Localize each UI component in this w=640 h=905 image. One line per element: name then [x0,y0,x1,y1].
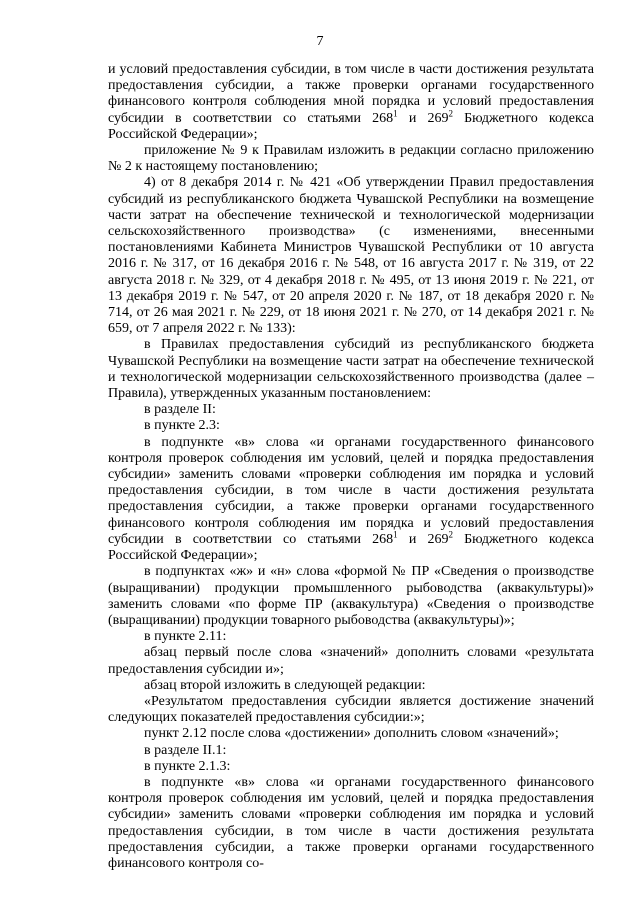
document-body [108,62,594,872]
paragraph: в пункте 2.3: [144,418,220,434]
paragraph: абзац первый после слова «значений» дополнить словами «результата предоставления субсидии и»; [108,645,594,677]
paragraph: приложение № 9 к Правилам изложить в редакции согласно приложению № 2 к настоящему постановлению; [108,143,594,175]
paragraph: в пункте 2.11: [144,629,227,645]
paragraph: «Результатом предоставления субсидии является достижение значений следующих показателей предоставления субсидии:»; [108,693,594,726]
superscript: 1 [393,529,398,540]
paragraph: в Правилах предоставления субсидий из республиканского бюджета Чувашской Республики на возмещение части затрат на обеспечение технической и технологической модернизации сельскохозяйственного производства (далее – Правила), утвержденных указанным постановлением: [108,337,594,402]
page-number: 7 [316,34,324,49]
paragraph: 4) от 8 декабря 2014 г. № 421 «Об утверждении Правил предоставления субсидий из республиканского бюджета Чувашской Республики на возмещение части затрат на обеспечение технической и технологической модернизации сельскохозяйственного производства» (с изменениями, внесенными постановлениями Кабинета Министров Чувашской Республики от 10 августа 2016 г. № 317, от 16 декабря 2016 г. № 548, от 16 августа 2017 г. № 319, от 22 августа 2018 г. № 329, от 4 декабря 2018 г. № 495, от 13 июня 2019 г. № 221, от 13 декабря 2019 г. № 547, от 20 апреля 2020 г. № 187, от 18 декабря 2020 г. № 714, от 26 мая 2021 г. № 229, от 18 июня 2021 г. № 270, от 14 декабря 2021 г. № 659, от 7 апреля 2022 г. № 133): [108,175,594,337]
superscript: 2 [448,107,453,118]
paragraph: в пункте 2.1.3: [144,758,231,774]
paragraph: в подпункте «в» слова «и органами государственного финансового контроля проверок соблюдения им условий, целей и порядка предоставления субсидии» заменить словами «проверки соблюдения им порядка и условий предоставления субсидии, в том числе в части достижения результата предоставления субсидии, а также проверки органами государственного финансового контроля соблюдения им порядка и условий предоставления субсидии в соответствии со статьями $268^1$ и $269^2$ Бюджетного кодекса Российской Федерации»; [108,434,594,564]
paragraph: и условий предоставления субсидии, в том числе в части достижения результата предоставления субсидии, а также проверки органами государственного финансового контроля соблюдения мной порядка и условий предоставления субсидии в соответствии со статьями $268^1$ и $269^2$ Бюджетного кодекса Российской Федерации»; [108,62,594,142]
paragraph: абзац второй изложить в следующей редакции: [144,677,426,693]
superscript: 2 [448,529,453,540]
superscript: 1 [393,107,398,118]
paragraph: пункт 2.12 после слова «достижении» дополнить словом «значений»; [144,726,559,742]
paragraph: в разделе II.1: [144,742,227,758]
paragraph: в подпунктах «ж» и «н» слова «формой № ПР «Сведения о производстве (выращивании) продукции промышленного рыбоводства (аквакультуры)» заменить словами «по форме ПР (аквакультура) «Сведения о производстве (выращивании) продукции товарного рыбоводства (аквакультуры)»; [108,564,594,628]
paragraph: в подпункте «в» слова «и органами государственного финансового контроля проверок соблюдения им условий, целей и порядка предоставления субсидии» заменить словами «проверки соблюдения им порядка и условий предоставления субсидии, в том числе в части достижения результата предоставления субсидии, а также проверки органами государственного финансового контроля со- [108,774,594,871]
paragraph: в разделе II: [144,402,216,418]
